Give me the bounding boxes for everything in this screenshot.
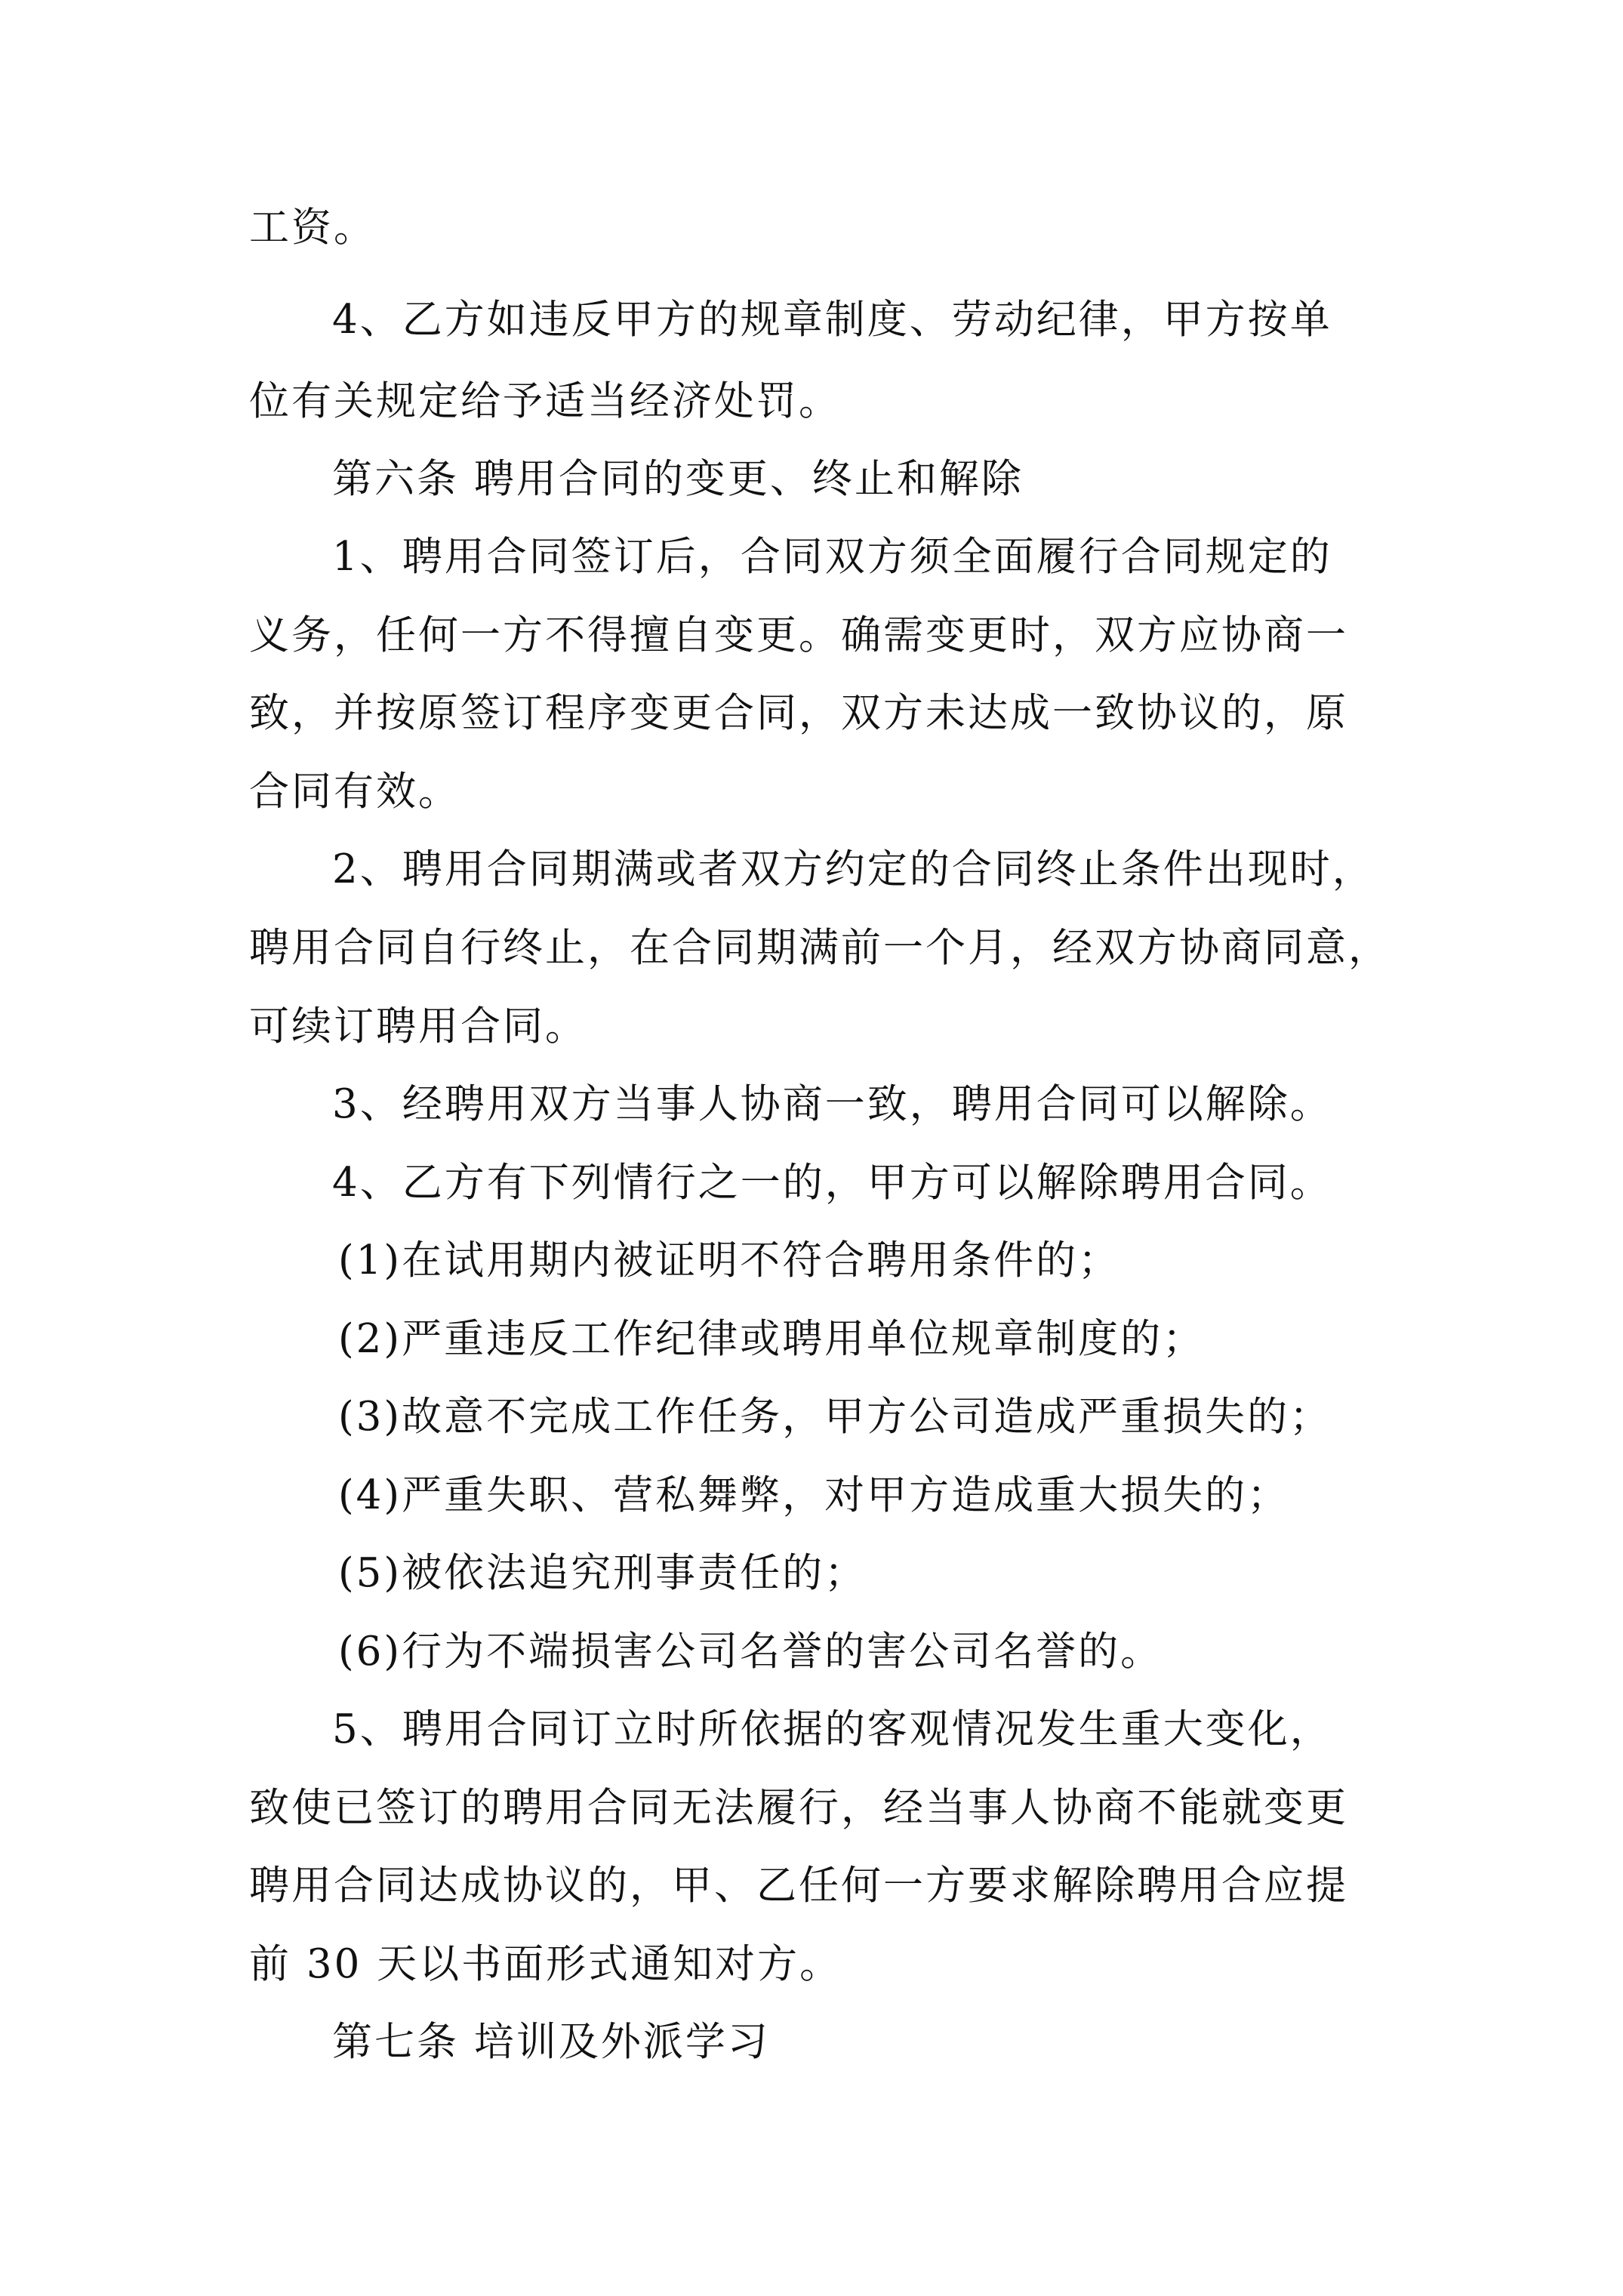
text-line: 义务，任何一方不得擅自变更。确需变更时，双方应协商一: [249, 612, 1348, 658]
text-line: 可续订聘用合同。: [249, 1003, 587, 1049]
text-line: 致，并按原签订程序变更合同，双方未达成一致协议的，原: [249, 690, 1348, 736]
text-line: 合同有效。: [249, 769, 460, 815]
list-item: (6)行为不端损害公司名誉的害公司名誉的。: [338, 1629, 1163, 1675]
text-line: 1、聘用合同签订后，合同双方须全面履行合同规定的: [332, 534, 1332, 580]
section-heading: 第六条 聘用合同的变更、终止和解除: [332, 456, 1024, 502]
text-line: 5、聘用合同订立时所依据的客观情况发生重大变化，: [332, 1706, 1332, 1752]
section-heading: 第七条 培训及外派学习: [332, 2019, 770, 2065]
list-item: (4)严重失职、营私舞弊，对甲方造成重大损失的；: [338, 1472, 1290, 1518]
list-item: (3)故意不完成工作任务，甲方公司造成严重损失的；: [338, 1394, 1332, 1440]
text-line: 致使已签订的聘用合同无法履行，经当事人协商不能就变更: [249, 1785, 1348, 1831]
text-line: 2、聘用合同期满或者双方约定的合同终止条件出现时，: [332, 846, 1375, 892]
text-line: 4、乙方如违反甲方的规章制度、劳动纪律，甲方按单: [332, 297, 1332, 343]
text-line: 工资。: [249, 205, 376, 251]
text-line: 聘用合同达成协议的，甲、乙任何一方要求解除聘用合应提: [249, 1863, 1348, 1909]
list-item: (1)在试用期内被证明不符合聘用条件的；: [338, 1237, 1121, 1284]
text-line: 3、经聘用双方当事人协商一致，聘用合同可以解除。: [332, 1081, 1332, 1127]
list-item: (5)被依法追究刑事责任的；: [338, 1550, 867, 1596]
list-item: (2)严重违反工作纪律或聘用单位规章制度的；: [338, 1316, 1206, 1362]
text-line: 聘用合同自行终止，在合同期满前一个月，经双方协商同意，: [249, 925, 1390, 971]
text-line: 位有关规定给予适当经济处罚。: [249, 378, 841, 424]
text-line: 4、乙方有下列情行之一的，甲方可以解除聘用合同。: [332, 1160, 1332, 1206]
text-line: 前 30 天以书面形式通知对方。: [249, 1941, 842, 1987]
